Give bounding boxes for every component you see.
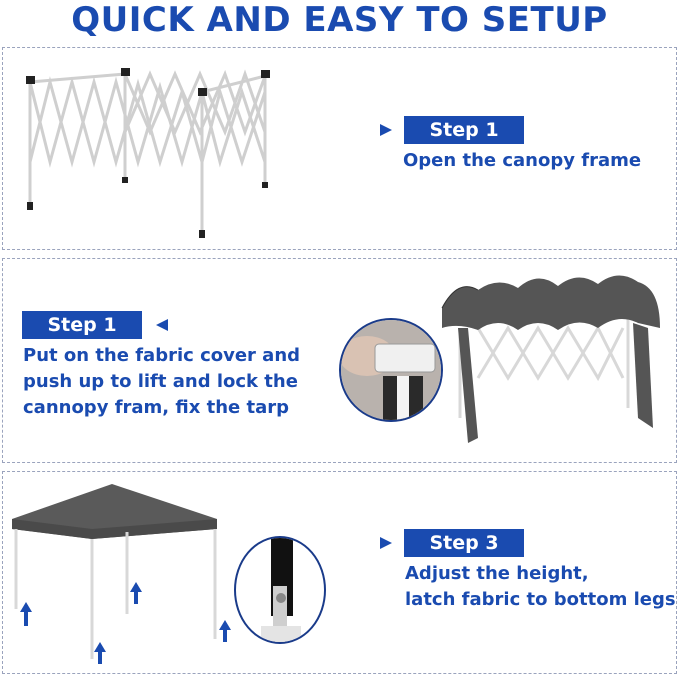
pointer-triangle-icon <box>156 319 168 331</box>
description-line: Put on the fabric cover and <box>23 345 301 366</box>
step-3-label-group <box>380 529 524 557</box>
lock-closeup-circle <box>337 316 445 424</box>
description-line: cannopy fram, fix the tarp <box>23 397 290 418</box>
step-1-description: Open the canopy frame <box>403 150 642 171</box>
description-line: latch fabric to bottom legs <box>405 589 676 610</box>
step-badge: Step 1 <box>22 311 142 339</box>
step-1-label-group <box>380 116 524 144</box>
step-badge: Step 1 <box>404 116 524 144</box>
pointer-triangle-icon <box>380 537 392 549</box>
description-line: Adjust the height, <box>405 563 589 584</box>
page-title: QUICK AND EASY TO SETUP <box>71 0 608 40</box>
step-2-label-group <box>22 311 168 339</box>
step-badge: Step 3 <box>404 529 524 557</box>
pointer-triangle-icon <box>380 124 392 136</box>
step-3-description <box>405 561 676 613</box>
description-line: push up to lift and lock the <box>23 371 298 392</box>
step-2-description <box>23 343 300 421</box>
leg-latch-closeup-circle <box>233 536 327 644</box>
canopy-fabric-illustration <box>438 268 663 450</box>
folded-frame-illustration <box>20 62 280 242</box>
finished-canopy-illustration <box>12 484 237 666</box>
